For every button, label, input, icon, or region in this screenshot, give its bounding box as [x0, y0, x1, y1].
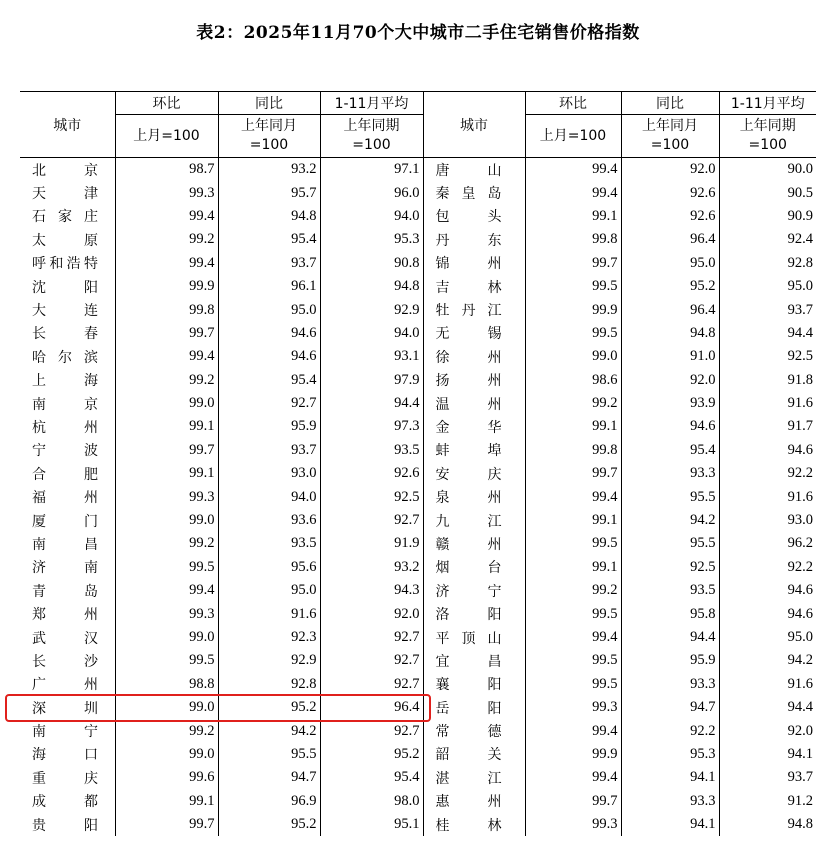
city-name: 金华 — [423, 415, 525, 438]
yoy-header: 同比 — [218, 92, 320, 115]
avg-value: 95.0 — [719, 626, 816, 649]
yoy-value: 96.1 — [218, 275, 320, 298]
yoy-value: 92.0 — [621, 369, 719, 392]
city-name: 徐州 — [423, 345, 525, 368]
city-name: 韶关 — [423, 743, 525, 766]
mom-value: 99.5 — [525, 649, 621, 672]
city-name: 北京 — [32, 162, 98, 179]
yoy-value: 95.0 — [218, 579, 320, 602]
yoy-value: 95.9 — [621, 649, 719, 672]
avg-value: 94.2 — [719, 649, 816, 672]
yoy-value: 92.6 — [621, 205, 719, 228]
avg-value: 90.5 — [719, 181, 816, 204]
city-name: 常德 — [423, 719, 525, 742]
yoy-value: 95.8 — [621, 602, 719, 625]
mom-value: 99.5 — [525, 532, 621, 555]
city-name: 锦州 — [423, 252, 525, 275]
mom-value: 99.5 — [115, 649, 218, 672]
table-row — [20, 181, 816, 204]
yoy-value: 91.6 — [218, 602, 320, 625]
mom-value: 99.2 — [115, 719, 218, 742]
city-name: 赣州 — [423, 532, 525, 555]
city-name: 郑州 — [32, 607, 98, 624]
mom-value: 99.7 — [525, 462, 621, 485]
yoy-value: 94.6 — [218, 322, 320, 345]
table-row — [20, 790, 816, 813]
table-row — [20, 626, 816, 649]
city-name: 济宁 — [423, 579, 525, 602]
mom-value: 99.9 — [525, 743, 621, 766]
avg-value: 96.0 — [320, 181, 423, 204]
yoy-value: 96.4 — [621, 228, 719, 251]
city-name: 厦门 — [32, 513, 98, 530]
mom-value: 99.1 — [115, 462, 218, 485]
table-row — [20, 462, 816, 485]
table-row — [20, 532, 816, 555]
mom-value: 99.5 — [525, 602, 621, 625]
mom-value: 99.0 — [115, 743, 218, 766]
table-row — [20, 673, 816, 696]
city-name: 南京 — [32, 396, 98, 413]
city-name: 无锡 — [423, 322, 525, 345]
avg-value: 94.8 — [320, 275, 423, 298]
avg-value: 94.0 — [320, 322, 423, 345]
city-name: 长沙 — [32, 653, 98, 670]
table-row — [20, 556, 816, 579]
avg-base-label: 上年同期 =100 — [320, 115, 423, 158]
yoy-value: 95.4 — [218, 369, 320, 392]
yoy-value: 95.2 — [621, 275, 719, 298]
city-name: 上海 — [32, 373, 98, 390]
yoy-value: 95.4 — [218, 228, 320, 251]
avg-value: 93.0 — [719, 509, 816, 532]
yoy-value: 95.3 — [621, 743, 719, 766]
city-name: 安庆 — [423, 462, 525, 485]
avg-header-right: 1-11月平均 — [719, 92, 816, 115]
mom-base-label-right: 上月=100 — [525, 115, 621, 158]
mom-value: 99.4 — [115, 579, 218, 602]
mom-value: 99.4 — [115, 252, 218, 275]
yoy-header-right: 同比 — [621, 92, 719, 115]
mom-value: 99.4 — [115, 205, 218, 228]
avg-value: 92.0 — [719, 719, 816, 742]
mom-value: 98.8 — [115, 673, 218, 696]
mom-value: 99.7 — [115, 322, 218, 345]
city-name: 洛阳 — [423, 602, 525, 625]
city-name: 呼和浩特 — [32, 256, 98, 273]
city-name: 济南 — [32, 560, 98, 577]
avg-value: 94.3 — [320, 579, 423, 602]
mom-value: 99.8 — [525, 439, 621, 462]
yoy-value: 95.6 — [218, 556, 320, 579]
avg-value: 92.6 — [320, 462, 423, 485]
mom-value: 99.4 — [525, 766, 621, 789]
city-name: 南昌 — [32, 536, 98, 553]
table-row — [20, 579, 816, 602]
yoy-value: 96.9 — [218, 790, 320, 813]
yoy-value: 93.9 — [621, 392, 719, 415]
city-name: 太原 — [32, 232, 98, 249]
mom-value: 99.2 — [525, 392, 621, 415]
avg-value: 96.2 — [719, 532, 816, 555]
avg-value: 98.0 — [320, 790, 423, 813]
mom-value: 99.0 — [115, 696, 218, 719]
mom-value: 99.3 — [525, 813, 621, 836]
avg-value: 91.7 — [719, 415, 816, 438]
yoy-value: 94.4 — [621, 626, 719, 649]
city-name: 哈尔滨 — [32, 349, 98, 366]
city-name: 福州 — [32, 490, 98, 507]
city-name: 杭州 — [32, 419, 98, 436]
avg-value: 95.1 — [320, 813, 423, 836]
table-row — [20, 322, 816, 345]
yoy-base-label-right: 上年同月 =100 — [621, 115, 719, 158]
yoy-value: 94.8 — [621, 322, 719, 345]
city-name: 襄阳 — [423, 673, 525, 696]
mom-value: 99.1 — [115, 790, 218, 813]
avg-value: 91.6 — [719, 392, 816, 415]
avg-value: 95.0 — [719, 275, 816, 298]
city-name: 南宁 — [32, 724, 98, 741]
city-name: 温州 — [423, 392, 525, 415]
avg-value: 92.7 — [320, 509, 423, 532]
mom-value: 99.6 — [115, 766, 218, 789]
yoy-value: 94.0 — [218, 485, 320, 508]
mom-value: 99.0 — [115, 509, 218, 532]
mom-value: 99.1 — [525, 415, 621, 438]
city-name: 合肥 — [32, 466, 98, 483]
table-row — [20, 392, 816, 415]
avg-value: 94.4 — [719, 696, 816, 719]
avg-value: 91.6 — [719, 673, 816, 696]
yoy-value: 95.7 — [218, 181, 320, 204]
yoy-base-label: 上年同月 =100 — [218, 115, 320, 158]
highlight-box-shenzhen — [5, 694, 431, 722]
city-name: 扬州 — [423, 369, 525, 392]
yoy-value: 92.2 — [621, 719, 719, 742]
yoy-value: 92.3 — [218, 626, 320, 649]
city-name: 宜昌 — [423, 649, 525, 672]
city-name: 大连 — [32, 303, 98, 320]
yoy-value: 95.2 — [218, 813, 320, 836]
yoy-value: 95.0 — [621, 252, 719, 275]
yoy-value: 93.7 — [218, 439, 320, 462]
avg-value: 93.2 — [320, 556, 423, 579]
mom-value: 99.5 — [525, 322, 621, 345]
city-name: 包头 — [423, 205, 525, 228]
mom-value: 99.0 — [525, 345, 621, 368]
avg-value: 91.6 — [719, 485, 816, 508]
table-row — [20, 602, 816, 625]
avg-value: 90.8 — [320, 252, 423, 275]
yoy-value: 95.4 — [621, 439, 719, 462]
avg-value: 94.4 — [320, 392, 423, 415]
city-name: 成都 — [32, 794, 98, 811]
price-index-table — [20, 91, 816, 836]
yoy-value: 92.0 — [621, 158, 719, 182]
city-name: 秦皇岛 — [423, 181, 525, 204]
avg-value: 92.4 — [719, 228, 816, 251]
avg-value: 94.8 — [719, 813, 816, 836]
table-row — [20, 485, 816, 508]
avg-value: 92.5 — [719, 345, 816, 368]
city-name: 惠州 — [423, 790, 525, 813]
avg-value: 91.8 — [719, 369, 816, 392]
mom-value: 99.0 — [115, 392, 218, 415]
city-name: 长春 — [32, 326, 98, 343]
mom-value: 99.0 — [115, 626, 218, 649]
mom-value: 98.7 — [115, 158, 218, 182]
avg-value: 95.2 — [320, 743, 423, 766]
table-row — [20, 158, 816, 182]
mom-value: 99.5 — [115, 556, 218, 579]
mom-base-label: 上月=100 — [115, 115, 218, 158]
avg-value: 96.4 — [320, 696, 423, 719]
mom-value: 99.4 — [525, 719, 621, 742]
table-row — [20, 766, 816, 789]
avg-value: 92.7 — [320, 649, 423, 672]
yoy-value: 93.5 — [218, 532, 320, 555]
yoy-value: 95.9 — [218, 415, 320, 438]
avg-value: 93.1 — [320, 345, 423, 368]
avg-value: 94.6 — [719, 579, 816, 602]
mom-value: 99.1 — [115, 415, 218, 438]
avg-value: 92.9 — [320, 298, 423, 321]
yoy-value: 94.2 — [218, 719, 320, 742]
avg-value: 94.4 — [719, 322, 816, 345]
table-body — [20, 158, 816, 837]
avg-value: 93.7 — [719, 298, 816, 321]
city-name: 武汉 — [32, 630, 98, 647]
avg-value: 94.0 — [320, 205, 423, 228]
yoy-value: 94.6 — [621, 415, 719, 438]
city-name: 吉林 — [423, 275, 525, 298]
mom-value: 99.2 — [525, 579, 621, 602]
mom-value: 99.4 — [525, 485, 621, 508]
mom-value: 99.4 — [115, 345, 218, 368]
yoy-value: 95.5 — [621, 532, 719, 555]
yoy-value: 94.1 — [621, 813, 719, 836]
mom-value: 99.7 — [525, 252, 621, 275]
yoy-value: 93.5 — [621, 579, 719, 602]
mom-value: 99.9 — [525, 298, 621, 321]
avg-value: 92.7 — [320, 673, 423, 696]
table-row — [20, 275, 816, 298]
avg-value: 95.4 — [320, 766, 423, 789]
avg-value: 90.0 — [719, 158, 816, 182]
table-row — [20, 369, 816, 392]
avg-value: 90.9 — [719, 205, 816, 228]
yoy-value: 95.2 — [218, 696, 320, 719]
city-name: 泉州 — [423, 485, 525, 508]
city-name: 海口 — [32, 747, 98, 764]
city-name: 岳阳 — [423, 696, 525, 719]
avg-value: 93.5 — [320, 439, 423, 462]
avg-value: 94.1 — [719, 743, 816, 766]
city-name: 重庆 — [32, 770, 98, 787]
avg-value: 92.2 — [719, 556, 816, 579]
mom-value: 98.6 — [525, 369, 621, 392]
city-name: 贵阳 — [32, 817, 98, 834]
table-row — [20, 298, 816, 321]
yoy-value: 95.5 — [218, 743, 320, 766]
yoy-value: 94.8 — [218, 205, 320, 228]
yoy-value: 91.0 — [621, 345, 719, 368]
yoy-value: 93.2 — [218, 158, 320, 182]
yoy-value: 93.3 — [621, 790, 719, 813]
yoy-value: 92.7 — [218, 392, 320, 415]
city-name: 沈阳 — [32, 279, 98, 296]
yoy-value: 94.2 — [621, 509, 719, 532]
mom-value: 99.7 — [115, 813, 218, 836]
yoy-value: 92.6 — [621, 181, 719, 204]
avg-value: 91.9 — [320, 532, 423, 555]
yoy-value: 93.7 — [218, 252, 320, 275]
yoy-value: 95.5 — [621, 485, 719, 508]
mom-value: 99.3 — [525, 696, 621, 719]
city-column-header-right: 城市 — [423, 92, 525, 158]
table-title: 表2：2025年11月70个大中城市二手住宅销售价格指数 — [196, 23, 640, 43]
table-row — [20, 415, 816, 438]
avg-value: 94.6 — [719, 602, 816, 625]
mom-value: 99.5 — [525, 275, 621, 298]
city-name: 石家庄 — [32, 209, 98, 226]
mom-value: 99.2 — [115, 369, 218, 392]
city-name: 牡丹江 — [423, 298, 525, 321]
city-name: 桂林 — [423, 813, 525, 836]
mom-header-right: 环比 — [525, 92, 621, 115]
yoy-value: 92.8 — [218, 673, 320, 696]
mom-header: 环比 — [115, 92, 218, 115]
mom-value: 99.9 — [115, 275, 218, 298]
avg-base-label-right: 上年同期 =100 — [719, 115, 816, 158]
mom-value: 99.4 — [525, 626, 621, 649]
mom-value: 99.3 — [115, 181, 218, 204]
avg-value: 92.2 — [719, 462, 816, 485]
mom-value: 99.7 — [115, 439, 218, 462]
table-row — [20, 719, 816, 742]
avg-value: 92.5 — [320, 485, 423, 508]
city-name: 唐山 — [423, 158, 525, 182]
city-name: 烟台 — [423, 556, 525, 579]
table-row — [20, 345, 816, 368]
table-row — [20, 509, 816, 532]
avg-value: 97.1 — [320, 158, 423, 182]
avg-value: 95.3 — [320, 228, 423, 251]
yoy-value: 94.1 — [621, 766, 719, 789]
table-row — [20, 743, 816, 766]
yoy-value: 93.6 — [218, 509, 320, 532]
mom-value: 99.2 — [115, 228, 218, 251]
avg-value: 97.3 — [320, 415, 423, 438]
mom-value: 99.2 — [115, 532, 218, 555]
avg-header: 1-11月平均 — [320, 92, 423, 115]
mom-value: 99.1 — [525, 205, 621, 228]
yoy-value: 93.3 — [621, 673, 719, 696]
table-row — [20, 439, 816, 462]
yoy-value: 94.7 — [621, 696, 719, 719]
table-row — [20, 252, 816, 275]
avg-value: 94.6 — [719, 439, 816, 462]
table-row — [20, 205, 816, 228]
mom-value: 99.8 — [115, 298, 218, 321]
yoy-value: 94.7 — [218, 766, 320, 789]
city-name: 蚌埠 — [423, 439, 525, 462]
mom-value: 99.1 — [525, 556, 621, 579]
city-name: 天津 — [32, 186, 98, 203]
table-row — [20, 649, 816, 672]
yoy-value: 95.0 — [218, 298, 320, 321]
avg-value: 92.7 — [320, 719, 423, 742]
mom-value: 99.7 — [525, 790, 621, 813]
mom-value: 99.8 — [525, 228, 621, 251]
mom-value: 99.4 — [525, 158, 621, 182]
city-name: 青岛 — [32, 583, 98, 600]
mom-value: 99.3 — [115, 485, 218, 508]
yoy-value: 96.4 — [621, 298, 719, 321]
yoy-value: 92.9 — [218, 649, 320, 672]
yoy-value: 93.3 — [621, 462, 719, 485]
mom-value: 99.4 — [525, 181, 621, 204]
city-name: 宁波 — [32, 443, 98, 460]
city-name: 深圳 — [32, 700, 98, 717]
yoy-value: 94.6 — [218, 345, 320, 368]
mom-value: 99.1 — [525, 509, 621, 532]
avg-value: 97.9 — [320, 369, 423, 392]
avg-value: 92.0 — [320, 602, 423, 625]
city-name: 湛江 — [423, 766, 525, 789]
city-name: 丹东 — [423, 228, 525, 251]
city-name: 广州 — [32, 677, 98, 694]
city-name: 平顶山 — [423, 626, 525, 649]
yoy-value: 93.0 — [218, 462, 320, 485]
avg-value: 93.7 — [719, 766, 816, 789]
city-column-header: 城市 — [20, 92, 115, 158]
yoy-value: 92.5 — [621, 556, 719, 579]
table-row — [20, 228, 816, 251]
avg-value: 91.2 — [719, 790, 816, 813]
mom-value: 99.5 — [525, 673, 621, 696]
mom-value: 99.3 — [115, 602, 218, 625]
avg-value: 92.7 — [320, 626, 423, 649]
city-name: 九江 — [423, 509, 525, 532]
table-row — [20, 813, 816, 836]
avg-value: 92.8 — [719, 252, 816, 275]
